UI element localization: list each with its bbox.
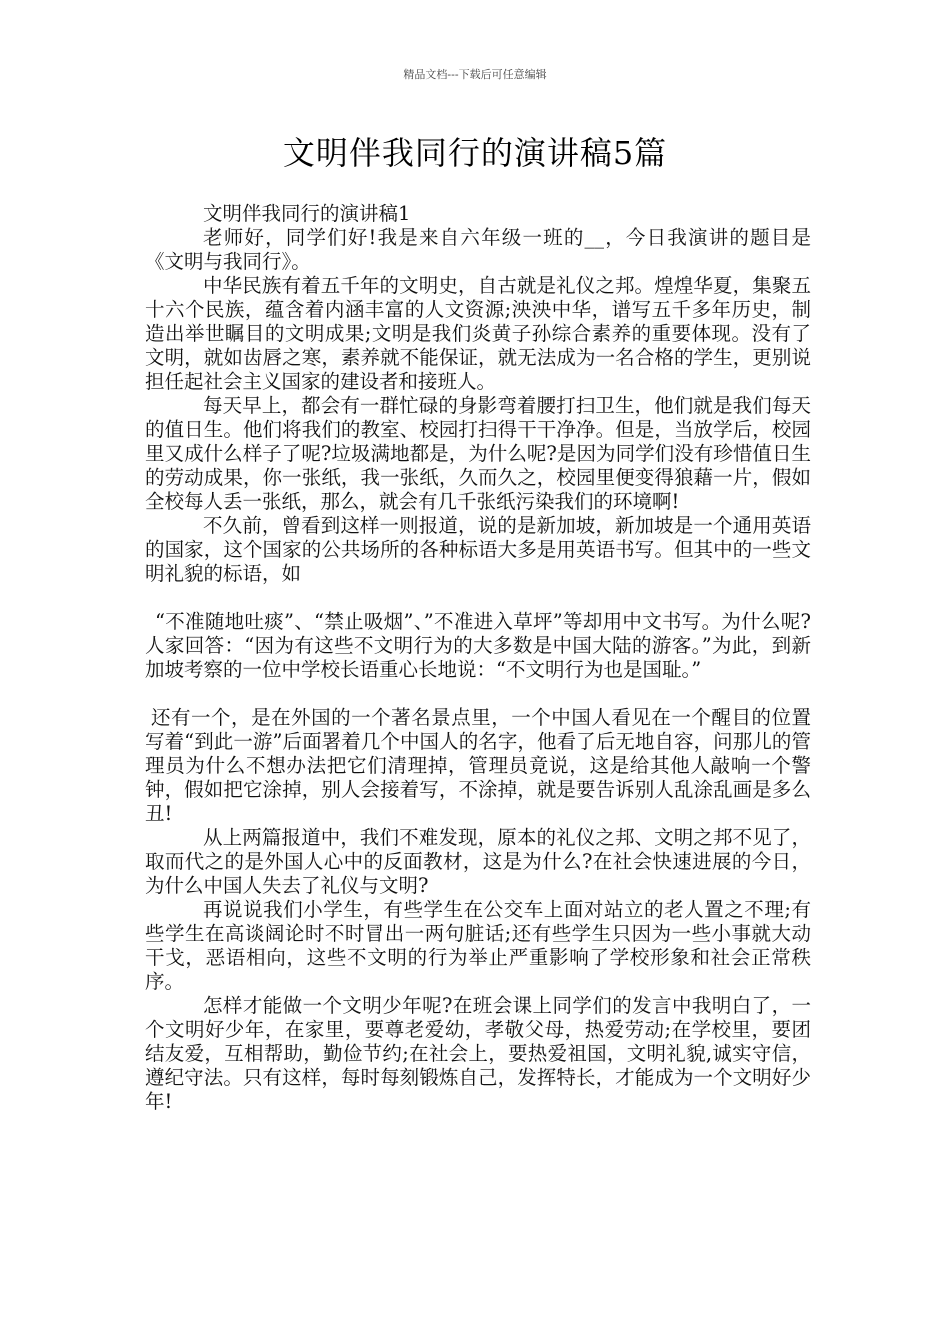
paragraph-conclusion: 怎样才能做一个文明少年呢?在班会课上同学们的发言中我明白了，一个文明好少年，在家里，要尊老爱幼，孝敬父母，热爱劳动;在学校里，要团结友爱，互相帮助，勤俭节约;在社会上，要热爱祖国，文明礼貌,诚实守信，遵纪守法。只有这样，每时每刻锻炼自己，发挥特长，才能成为一个文明好少年! xyxy=(145,994,811,1113)
paragraph-gap xyxy=(145,682,811,706)
paragraph-quote: “不准随地吐痰”、“禁止吸烟”、”不准进入草坪”等却用中文书写。为什么呢?人家回答：“因为有这些不文明行为的大多数是中国大陆的游客。”为此，到新加坡考察的一位中学校长语重心长地说：“不文明行为也是国耻。” xyxy=(145,610,811,681)
document-title: 文明伴我同行的演讲稿5篇 xyxy=(282,134,668,172)
paragraph-singapore: 不久前，曾看到这样一则报道，说的是新加坡，新加坡是一个通用英语的国家，这个国家的公共场所的各种标语大多是用英语书写。但其中的一些文明礼貌的标语，如 xyxy=(145,514,811,585)
paragraph-reports: 从上两篇报道中，我们不难发现，原本的礼仪之邦、文明之邦不见了，取而代之的是外国人心中的反面教材，这是为什么?在社会快速进展的今日，为什么中国人失去了礼仪与文明? xyxy=(145,826,811,897)
paragraph-duty: 每天早上，都会有一群忙碌的身影弯着腰打扫卫生，他们就是我们每天的值日生。他们将我们的教室、校园打扫得干干净净。但是，当放学后，校园里又成什么样子了呢?垃圾满地都是，为什么呢?是因为同学们没有珍惜值日生的劳动成果，你一张纸，我一张纸，久而久之，校园里便变得狼藉一片，假如全校每人丢一张纸，那么，就会有几千张纸污染我们的环境啊! xyxy=(145,394,811,513)
paragraph-another: 还有一个，是在外国的一个著名景点里，一个中国人看见在一个醒目的位置写着“到此一游”后面署着几个中国人的名字，他看了后无地自容，问那儿的管理员为什么不想办法把它们清理掉，管理员竟说，这是给其他人敲响一个警钟，假如把它涂掉，别人会接着写，不涂掉，就是要告诉别人乱涂乱画是多么丑! xyxy=(145,706,811,825)
document-body xyxy=(145,202,811,1114)
paragraph-greeting: 老师好，同学们好!我是来自六年级一班的__，今日我演讲的题目是《文明与我同行》。 xyxy=(145,226,811,273)
section-subtitle: 文明伴我同行的演讲稿1 xyxy=(203,202,411,225)
paragraph-gap xyxy=(145,586,811,610)
paragraph-students: 再说说我们小学生，有些学生在公交车上面对站立的老人置之不理;有些学生在高谈阔论时不时冒出一两句脏话;还有些学生只因为一些小事就大动干戈，恶语相向，这些不文明的行为举止严重影响了学校形象和社会正常秩序。 xyxy=(145,898,811,993)
paragraph-history: 中华民族有着五千年的文明史，自古就是礼仪之邦。煌煌华夏，集聚五十六个民族，蕴含着内涵丰富的人文资源;泱泱中华，谱写五千多年历史，制造出举世瞩目的文明成果;文明是我们炎黄子孙综合素养的重要体现。没有了文明，就如齿唇之寒，素养就不能保证，就无法成为一名合格的学生，更别说担任起社会主义国家的建设者和接班人。 xyxy=(145,274,811,393)
page-header: 精品文档---下载后可任意编辑 xyxy=(403,68,547,81)
